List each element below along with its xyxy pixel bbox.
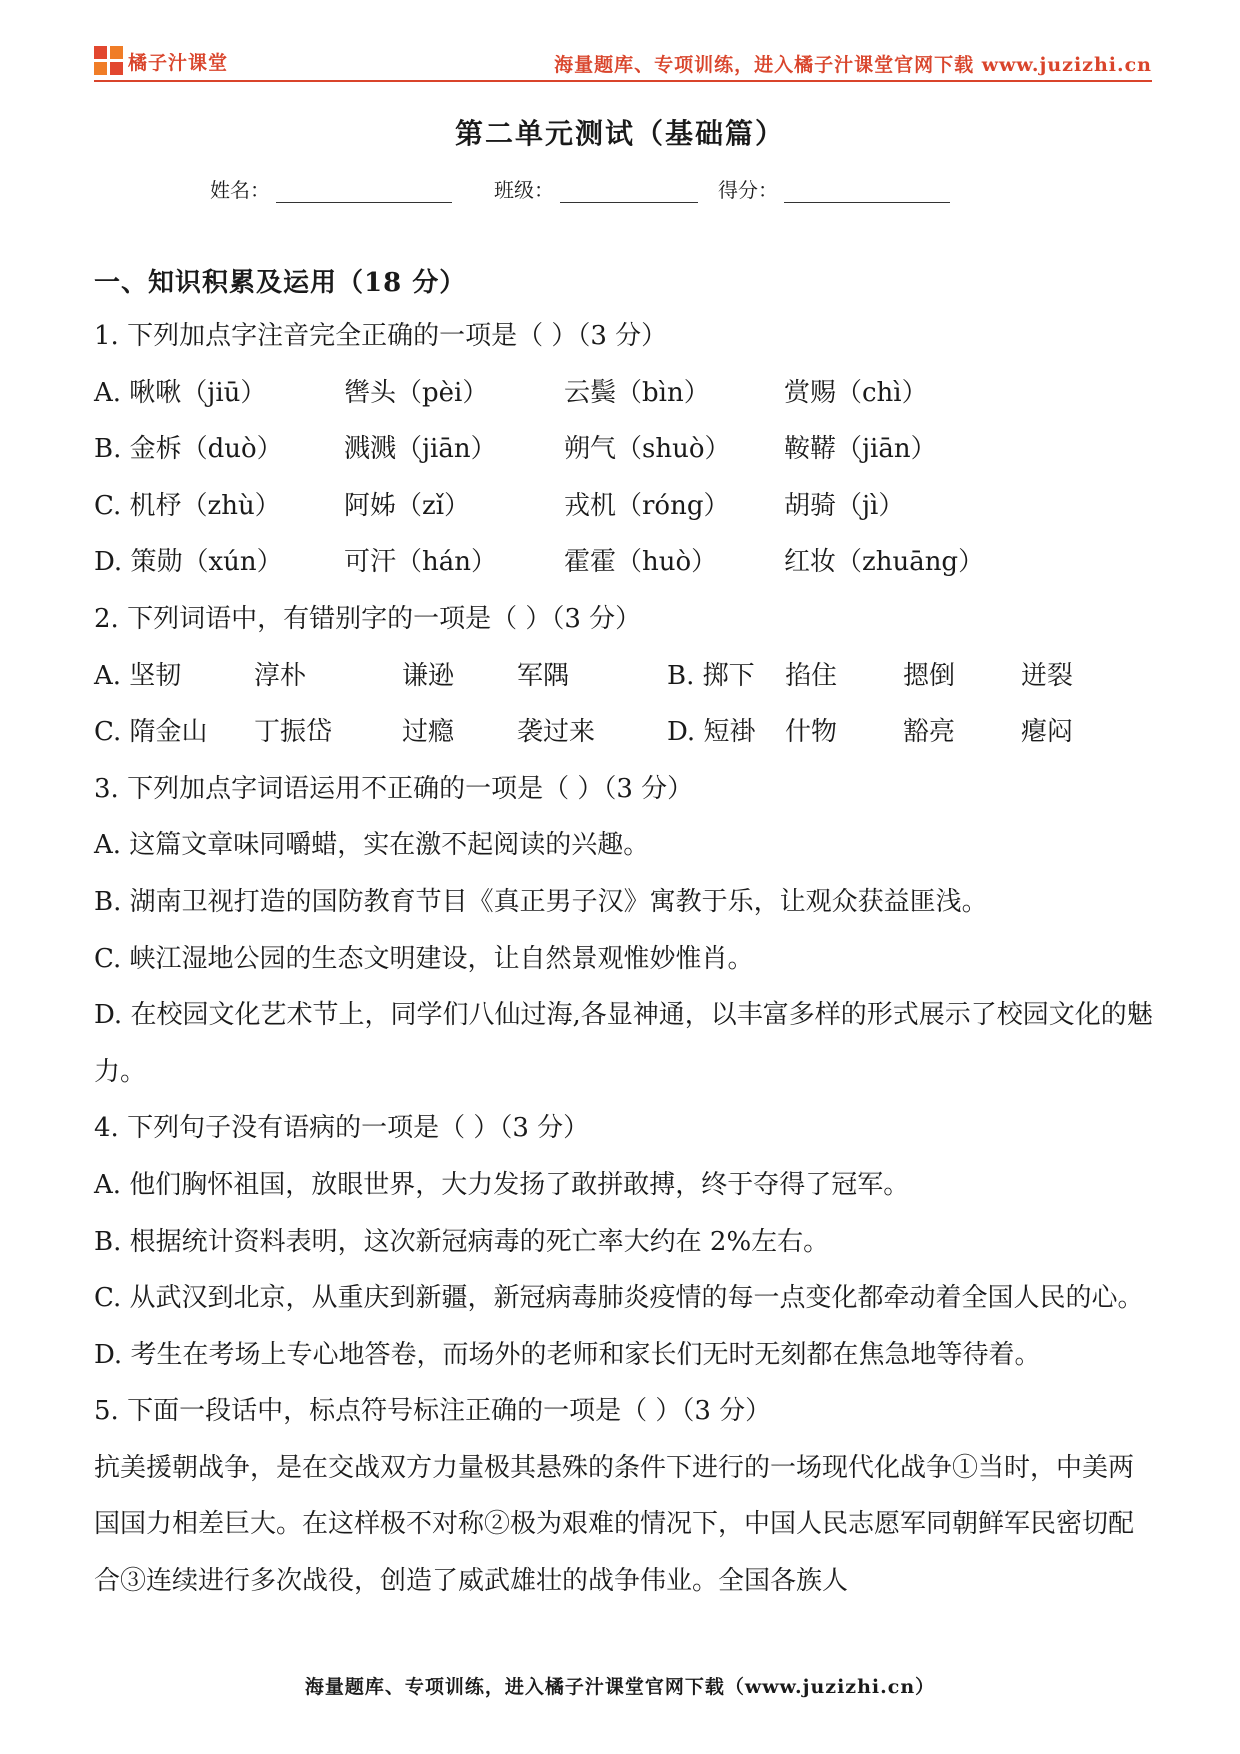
- score-field[interactable]: [718, 174, 950, 203]
- header-slogan[interactable]: 海量题库、专项训练，进入橘子汁课堂官网下载 www.juzizhi.cn: [554, 54, 1152, 76]
- question-4-option-a[interactable]: A. 他们胸怀祖国，放眼世界，大力发扬了敢拼敢搏，终于夺得了冠军。: [94, 1169, 910, 1200]
- question-5-passage: 抗美援朝战争，是在交战双方力量极其悬殊的条件下进行的一场现代化战争①当时，中美两国国力相差巨大。在这样极不对称②极为艰难的情况下，中国人民志愿军同朝鲜军民密切配合③连续进行多次战役，创造了威武雄壮的战争伟业。全国各族人: [94, 1452, 1135, 1597]
- score-label: 得分：: [718, 178, 778, 202]
- option-item: 阿姊（zǐ）: [344, 490, 471, 521]
- word-item: 瘪闷: [1021, 717, 1074, 748]
- option-item: B. 金柝（duò）: [94, 434, 283, 465]
- option-item: 鞍鞯（jiān）: [784, 434, 937, 465]
- option-item: C. 机杼（zhù）: [94, 490, 281, 521]
- question-4-stem: 4. 下列句子没有语病的一项是（ ）（3 分）: [94, 1113, 590, 1144]
- section-heading: 一、知识积累及运用（18 分）: [94, 268, 467, 298]
- option-item: 胡骑（jì）: [784, 490, 905, 521]
- word-item: 掐住: [785, 660, 838, 691]
- option-item: 霍霍（huò）: [564, 547, 718, 578]
- class-label: 班级：: [494, 178, 554, 202]
- word-item: 摁倒: [903, 660, 956, 691]
- question-5-stem: 5. 下面一段话中，标点符号标注正确的一项是（ ）（3 分）: [94, 1396, 772, 1427]
- option-item: 红妆（zhuāng）: [784, 547, 985, 578]
- exam-content: [94, 258, 1156, 1610]
- word-item: B. 掷下: [667, 660, 755, 691]
- page-header: [94, 40, 1152, 80]
- word-item: 过瘾: [402, 717, 455, 748]
- page-footer[interactable]: 海量题库、专项训练，进入橘子汁课堂官网下载（www.juzizhi.cn）: [304, 1676, 936, 1698]
- question-4-option-c[interactable]: C. 从武汉到北京，从重庆到新疆，新冠病毒肺炎疫情的每一点变化都牵动着全国人民的心。: [94, 1283, 1144, 1314]
- option-item: 赏赐（chì）: [784, 377, 928, 408]
- question-2-options-row-2[interactable]: [94, 704, 1156, 761]
- question-1-option-d[interactable]: [94, 534, 1156, 591]
- question-2-stem: 2. 下列词语中，有错别字的一项是（ ）（3 分）: [94, 603, 642, 634]
- word-item: 丁振岱: [254, 717, 333, 748]
- class-field[interactable]: [494, 174, 698, 203]
- header-divider: [94, 80, 1152, 82]
- word-item: D. 短褂: [667, 717, 756, 748]
- question-3-option-d[interactable]: D. 在校园文化艺术节上，同学们八仙过海,各显神通，以丰富多样的形式展示了校园文化的魅力。: [94, 1000, 1153, 1087]
- question-4-option-b[interactable]: B. 根据统计资料表明，这次新冠病毒的死亡率大约在 2%左右。: [94, 1226, 830, 1257]
- option-item: 溅溅（jiān）: [344, 434, 497, 465]
- logo-text: 橘子汁课堂: [128, 51, 229, 74]
- question-1-option-a[interactable]: [94, 365, 1156, 422]
- question-3-option-c[interactable]: C. 峡江湿地公园的生态文明建设，让自然景观惟妙惟肖。: [94, 943, 754, 974]
- question-3-stem: 3. 下列加点字词语运用不正确的一项是（ ）（3 分）: [94, 773, 694, 804]
- option-item: D. 策勋（xún）: [94, 547, 283, 578]
- logo[interactable]: [94, 44, 228, 78]
- question-1-option-c[interactable]: [94, 478, 1156, 535]
- word-item: 军隅: [517, 660, 570, 691]
- word-item: A. 坚韧: [94, 660, 182, 691]
- option-item: 辔头（pèi）: [344, 377, 489, 408]
- word-item: 什物: [785, 717, 838, 748]
- word-item: C. 隋金山: [94, 717, 208, 748]
- word-item: 迸裂: [1021, 660, 1074, 691]
- option-item: 戎机（róng）: [564, 490, 730, 521]
- option-item: A. 啾啾（jiū）: [94, 377, 267, 408]
- option-item: 朔气（shuò）: [564, 434, 731, 465]
- word-item: 袭过来: [517, 717, 596, 748]
- score-blank[interactable]: [784, 180, 950, 203]
- question-1-option-b[interactable]: [94, 421, 1156, 478]
- question-3-option-b[interactable]: B. 湖南卫视打造的国防教育节目《真正男子汉》寓教于乐，让观众获益匪浅。: [94, 886, 988, 917]
- question-1-stem: 1. 下列加点字注音完全正确的一项是（ ）（3 分）: [94, 321, 668, 351]
- word-item: 谦逊: [402, 660, 455, 691]
- question-4-option-d[interactable]: D. 考生在考场上专心地答卷，而场外的老师和家长们无时无刻都在焦急地等待着。: [94, 1339, 1041, 1370]
- class-blank[interactable]: [560, 180, 698, 203]
- name-blank[interactable]: [276, 180, 452, 203]
- option-item: 云鬓（bìn）: [564, 377, 710, 408]
- option-item: 可汗（hán）: [344, 547, 497, 578]
- question-3-option-a[interactable]: A. 这篇文章味同嚼蜡，实在激不起阅读的兴趣。: [94, 830, 650, 861]
- word-item: 淳朴: [254, 660, 307, 691]
- name-label: 姓名：: [210, 178, 270, 202]
- name-field[interactable]: [210, 174, 452, 203]
- question-2-options-row-1[interactable]: [94, 648, 1156, 705]
- word-item: 豁亮: [903, 717, 956, 748]
- logo-icon: [94, 46, 124, 76]
- page-title: 第二单元测试（基础篇）: [454, 117, 785, 150]
